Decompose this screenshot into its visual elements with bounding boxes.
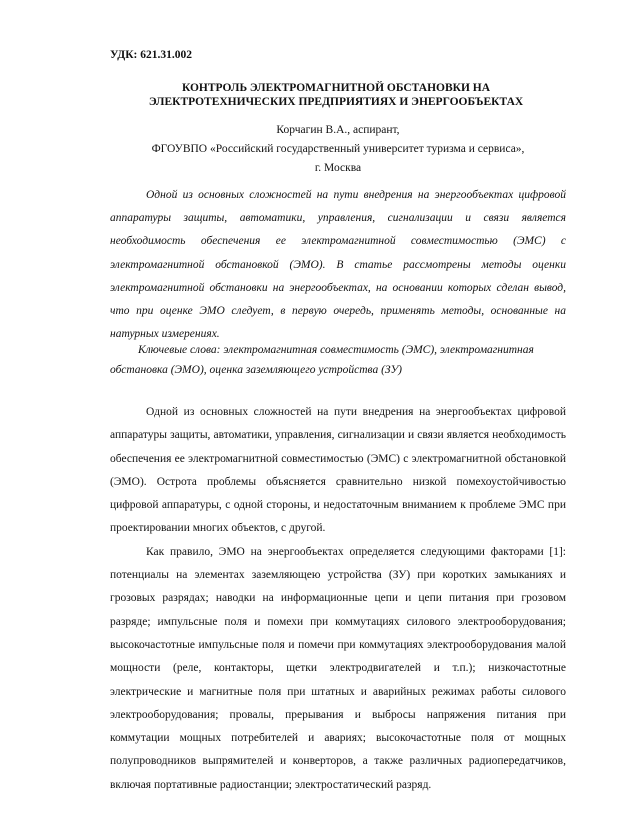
body-paragraph-2: Как правило, ЭМО на энергообъектах определяется следующими факторами [1]: потенциалы на элементах заземляющею устройства (ЗУ) при коротких замыканиях и грозовых разрядах; наводки на информационные цепи и цепи питания при грозовом разряде; импульсные поля и помехи при коммутациях силового электрооборудования; высокочастотные импульсные поля и помечи при коммутациях электрооборудования малой мощности (реле, контакторы, щетки электродвигателей и т.п.); низкочастотные электрические и магнитные поля при штатных и аварийных режимах работы силового электрооборудования; провалы, прерывания и выбросы напряжения питания при коммутации мощных потребителей и авариях; высокочастотные поля от мощных полупроводников выпрямителей и конверторов, а также различных радиопередатчиков, включая портативные радиостанции; электростатический разряд. [110, 545, 566, 791]
title-line-2: ЭЛЕКТРОТЕХНИЧЕСКИХ ПРЕДПРИЯТИЯХ И ЭНЕРГООБЪЕКТАХ [148, 96, 524, 108]
author-affiliation: ФГОУВПО «Российский государственный университет туризма и сервиса», [151, 143, 525, 155]
abstract-text: Одной из основных сложностей на пути внедрения на энергообъектах цифровой аппаратуры защиты, автоматики, управления, сигнализации и связи является необходимость обеспечения ее электромагнитной совместимостью (ЭМС) с электромагнитной обстановкой (ЭМО). В статье рассмотрены методы оценки электромагнитной обстановки на энергообъектах, на основании которых сделан вывод, что при оценке ЭМО следует, в первую очередь, применять методы, основанные на натурных измерениях. [110, 189, 566, 341]
author-block [100, 121, 576, 178]
abstract [110, 184, 566, 346]
title-line-1: КОНТРОЛЬ ЭЛЕКТРОМАГНИТНОЙ ОБСТАНОВКИ НА [181, 82, 491, 94]
author-name: Корчагин В.А., аспирант, [276, 124, 400, 136]
paper-title [100, 81, 572, 109]
udc-code: УДК: 621.31.002 [110, 49, 192, 61]
author-city: г. Москва [314, 162, 362, 174]
keywords: Ключевые слова: электромагнитная совместимость (ЭМС), электромагнитная обстановка (ЭМО), оценка заземляющего устройства (ЗУ) [110, 344, 534, 376]
body-text [110, 401, 566, 797]
body-paragraph-1: Одной из основных сложностей на пути внедрения на энергообъектах цифровой аппаратуры защиты, автоматики, управления, сигнализации и связи является необходимость обеспечения ее электромагнитной совместимостью (ЭМС) с электромагнитной обстановкой (ЭМО). Острота проблемы объясняется сравнительно низкой помехоустойчивостью цифровой аппаратуры, с одной стороны, и недостаточным вниманием к проблеме ЭМС при проектировании многих объектов, с другой. [110, 406, 566, 535]
